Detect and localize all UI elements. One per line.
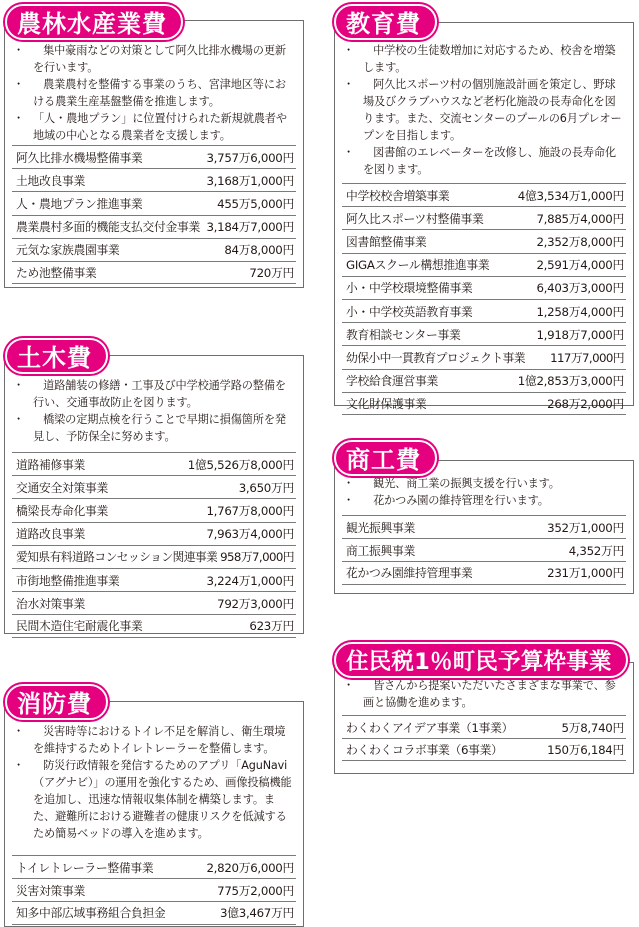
- table-row: トイレトレーラー整備事業 2,820万6,000円: [12, 855, 296, 878]
- table-row: 中学校校舎増築事業 4億3,534万1,000円: [342, 183, 626, 206]
- table-row: 治水対策事業 792万3,000円: [12, 591, 296, 614]
- table-row: 文化財保護事業 268万2,000円: [342, 392, 626, 415]
- table-row: 知多中部広域事務組合負担金 3億3,467万円: [12, 901, 296, 924]
- table-row: わくわくコラボ事業（6事業） 150万6,184円: [342, 738, 626, 761]
- budget-table-resident-budget: [342, 715, 626, 761]
- description-item: ・ 橋梁の定期点検を行うことで早期に損傷箇所を発見し、予防保全に努めます。: [13, 413, 286, 443]
- section-title-education: 教育費: [334, 4, 437, 40]
- budget-table-education: [342, 183, 626, 415]
- budget-table-commerce: [342, 515, 626, 585]
- table-row: 市街地整備推進事業 3,224万1,000円: [12, 568, 296, 591]
- description-agriculture: [13, 42, 295, 144]
- table-row: 交通安全対策事業 3,650万円: [12, 475, 296, 498]
- description-item: ・ 花かつみ園の維持管理を行います。: [343, 494, 549, 507]
- description-education: [343, 42, 625, 178]
- budget-table-fire: [12, 855, 296, 925]
- table-row: 花かつみ園維持管理事業 231万1,000円: [342, 561, 626, 584]
- table-row: 図書館整備事業 2,352万8,000円: [342, 229, 626, 252]
- table-row: 土地改良事業 3,168万1,000円: [12, 168, 296, 191]
- section-title-civil: 土木費: [5, 338, 108, 374]
- section-title-fire: 消防費: [5, 684, 108, 720]
- section-title-resident-budget: 住民税1％町民予算枠事業: [334, 642, 628, 678]
- description-item: ・ 図書館のエレベーターを改修し、施設の長寿命化を図ります。: [343, 146, 616, 176]
- description-item: ・ 道路舗装の修繕・工事及び中学校通学路の整備を行い、交通事故防止を図ります。: [13, 379, 286, 409]
- table-row: 愛知県有料道路コンセッション関連事業 958万7,000円: [12, 545, 296, 568]
- table-row: 元気な家族農園事業 84万8,000円: [12, 238, 296, 261]
- table-row: 橋梁長寿命化事業 1,767万8,000円: [12, 498, 296, 521]
- table-row: 道路補修事業 1億5,526万8,000円: [12, 452, 296, 475]
- table-row: 学校給食運営事業 1億2,853万3,000円: [342, 369, 626, 392]
- budget-table-agriculture: [12, 145, 296, 284]
- section-agriculture: [4, 20, 304, 288]
- description-item: ・ 皆さんから提案いただいたさまざまな事業で、参画と協働を進めます。: [343, 679, 616, 709]
- table-row: 商工振興事業 4,352万円: [342, 538, 626, 561]
- table-row: 小・中学校英語教育事業 1,258万4,000円: [342, 299, 626, 322]
- table-row: 道路改良事業 7,963万4,000円: [12, 522, 296, 545]
- table-row: 阿久比スポーツ村整備事業 7,885万4,000円: [342, 206, 626, 229]
- section-title-commerce: 商工費: [334, 440, 437, 476]
- description-commerce: [343, 475, 625, 509]
- section-title-agriculture: 農林水産業費: [5, 4, 183, 40]
- table-row: 民間木造住宅耐震化事業 623万円: [12, 614, 296, 637]
- table-row: 農業農村多面的機能支払交付金事業 3,184万7,000円: [12, 215, 296, 238]
- section-commerce: [334, 460, 634, 594]
- table-row: GIGAスクール構想推進事業 2,591万4,000円: [342, 253, 626, 276]
- description-item: ・ 災害時等におけるトイレ不足を解消し、衛生環境を維持するためトイレトレーラーを整備します。: [13, 725, 286, 755]
- description-civil: [13, 377, 295, 445]
- description-item: ・ 中学校の生徒数増加に対応するため、校舎を増築します。: [343, 44, 616, 74]
- section-education: [334, 22, 634, 411]
- table-row: 幼保小中一貫教育プロジェクト事業 117万7,000円: [342, 345, 626, 368]
- table-row: ため池整備事業 720万円: [12, 261, 296, 284]
- description-item: ・ 集中豪雨などの対策として阿久比排水機場の更新を行います。: [13, 44, 286, 74]
- description-item: ・ 観光、商工業の振興支援を行います。: [343, 477, 560, 490]
- table-row: 教育相談センター事業 1,918万7,000円: [342, 322, 626, 345]
- table-row: 災害対策事業 775万2,000円: [12, 878, 296, 901]
- budget-table-civil: [12, 452, 296, 638]
- section-civil: [4, 355, 304, 634]
- description-fire: [13, 723, 295, 842]
- description-item: ・ 防災行政情報を発信するためのアプリ「AguNavi（アグナビ）」の運用を強化するため、画像投稿機能を追加し、迅速な情報収集体制を構築します。また、避難所における避難者の健康リスクを低減するため簡易ベッドの導入を進めます。: [13, 759, 292, 840]
- table-row: 阿久比排水機場整備事業 3,757万6,000円: [12, 145, 296, 168]
- table-row: わくわくアイデア事業（1事業） 5万8,740円: [342, 715, 626, 738]
- description-resident-budget: [343, 677, 625, 711]
- description-item: ・ 「人・農地プラン」に位置付けられた新規就農者や地域の中心となる農業者を支援します。: [13, 112, 287, 142]
- table-row: 観光振興事業 352万1,000円: [342, 515, 626, 538]
- section-fire: [4, 701, 304, 927]
- description-item: ・ 農業農村を整備する事業のうち、宮津地区等における農業生産基盤整備を推進します。: [13, 78, 286, 108]
- description-item: ・ 阿久比スポーツ村の個別施設計画を策定し、野球場及びクラブハウスなど老朽化施設の長寿命化を図ります。また、交流センターのプールの6月プレオープンを目指します。: [343, 78, 622, 142]
- table-row: 小・中学校環境整備事業 6,403万3,000円: [342, 276, 626, 299]
- table-row: 人・農地プラン推進事業 455万5,000円: [12, 191, 296, 214]
